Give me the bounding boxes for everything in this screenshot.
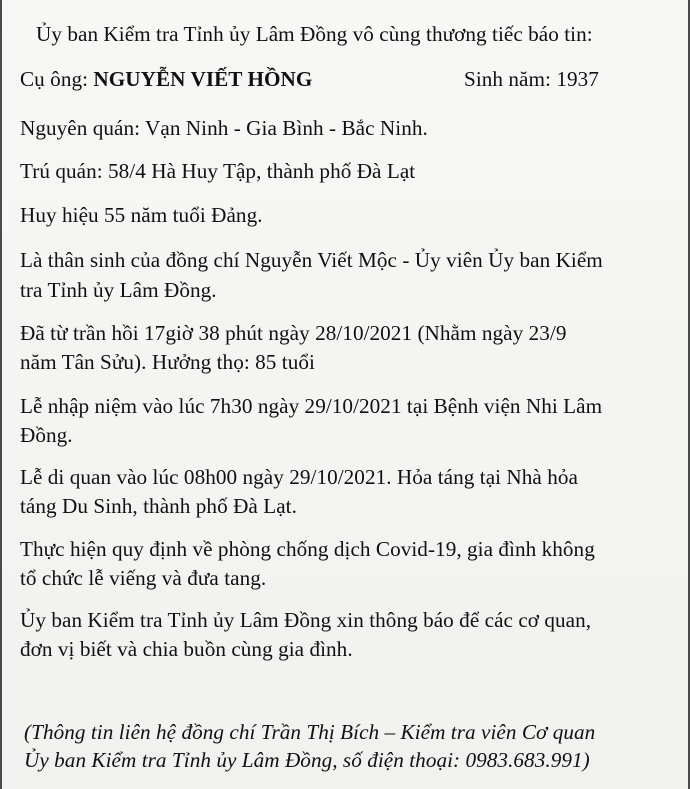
encoffining-line-1: Lễ nhập niệm vào lúc 7h30 ngày 29/10/2021 tại Bệnh viện Nhi Lâm	[20, 394, 603, 418]
funeral-line-2: táng Du Sinh, thành phố Đà Lạt.	[20, 494, 297, 518]
hometown-line: Nguyên quán: Vạn Ninh - Gia Bình - Bắc Ninh.	[20, 116, 428, 140]
birth-year: Sinh năm: 1937	[464, 67, 599, 91]
covid-line-1: Thực hiện quy định về phòng chống dịch Covid-19, gia đình không	[20, 537, 595, 561]
relation-line-1: Là thân sinh của đồng chí Nguyễn Viết Mộc - Ủy viên Ủy ban Kiểm	[20, 248, 603, 272]
notice-line-1: Ủy ban Kiểm tra Tỉnh ủy Lâm Đồng xin thông báo để các cơ quan,	[20, 608, 592, 632]
contact-line-1: (Thông tin liên hệ đồng chí Trần Thị Bích – Kiểm tra viên Cơ quan	[24, 720, 596, 744]
deceased-prefix: Cụ ông:	[20, 67, 94, 91]
notice-line-2: đơn vị biết và chia buồn cùng gia đình.	[20, 637, 353, 661]
encoffining-line-2: Đồng.	[20, 423, 73, 447]
death-line-1: Đã từ trần hồi 17giờ 38 phút ngày 28/10/2021 (Nhằm ngày 23/9	[20, 321, 567, 345]
badge-line: Huy hiệu 55 năm tuổi Đảng.	[20, 203, 263, 227]
covid-line-2: tổ chức lễ viếng và đưa tang.	[20, 566, 267, 590]
announcement-line: Ủy ban Kiểm tra Tỉnh ủy Lâm Đồng vô cùng thương tiếc báo tin:	[36, 22, 593, 46]
death-line-2: năm Tân Sửu). Hưởng thọ: 85 tuổi	[20, 350, 315, 374]
deceased-name: NGUYỄN VIẾT HỒNG	[93, 67, 313, 91]
residence-line: Trú quán: 58/4 Hà Huy Tập, thành phố Đà Lạt	[20, 159, 416, 183]
funeral-line-1: Lễ di quan vào lúc 08h00 ngày 29/10/2021. Hỏa táng tại Nhà hỏa	[20, 465, 578, 489]
relation-line-2: tra Tỉnh ủy Lâm Đồng.	[20, 278, 217, 302]
deceased-line	[20, 65, 670, 93]
contact-line-2: Ủy ban Kiểm tra Tỉnh ủy Lâm Đồng, số điện thoại: 0983.683.991)	[24, 748, 590, 772]
